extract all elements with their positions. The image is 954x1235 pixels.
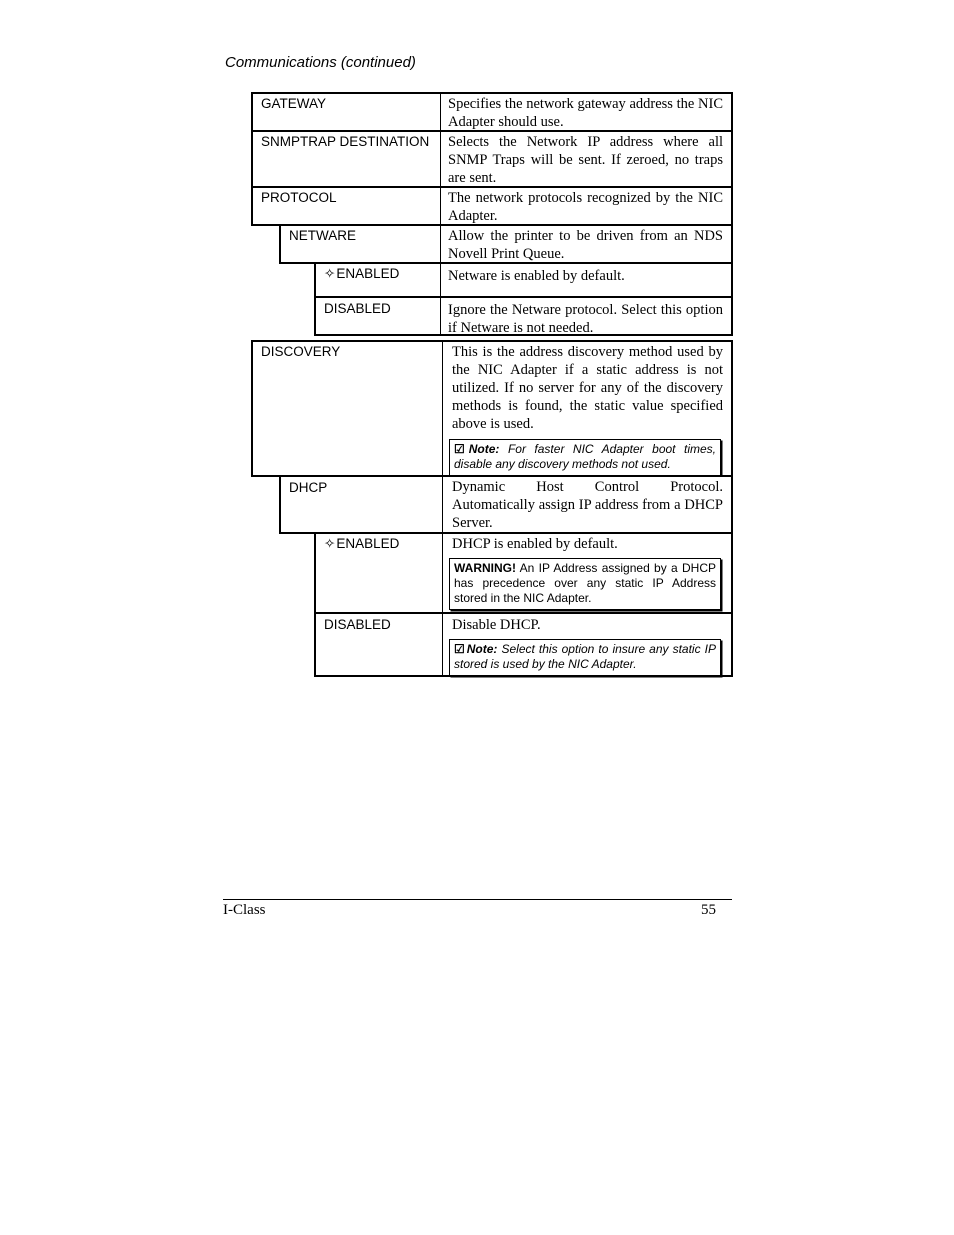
row-label-text: ENABLED [336,266,400,281]
note-text: Select this option to insure any static IP stored is used by the NIC Adapter. [454,642,716,671]
row-description: DHCP is enabled by default. [452,536,618,552]
row-label: SNMPTRAP DESTINATION [253,132,441,186]
row-label: DISABLED [316,298,441,334]
row-description: Specifies the network gateway address the NIC Adapter should use. [448,96,723,130]
checkbox-icon: ☑ [454,442,465,456]
note-label: Note: [466,642,498,656]
warning-box [449,558,721,610]
row-description: Selects the Network IP address where all SNMP Traps will be sent. If zeroed, no traps are sent. [448,134,723,186]
row-description: Ignore the Netware protocol. Select this option if Netware is not needed. [448,302,723,336]
default-star-icon: ✧ [324,536,336,551]
warning-label: WARNING! [454,561,516,575]
row-description: Dynamic Host Control Protocol. Automatically assign IP address from a DHCP Server. [452,479,723,531]
page-number: 55 [701,902,716,918]
note-box [449,439,721,476]
row-label: NETWARE [281,226,441,262]
row-label: DISCOVERY [253,342,443,475]
row-description: This is the address discovery method used by the NIC Adapter if a static address is not utilized. If no server for any of the discovery methods is found, the static value specified above is used. [452,344,723,432]
table-row-netware-enabled [314,262,733,298]
row-label: PROTOCOL [253,188,441,224]
footer-product-name: I-Class [223,902,266,918]
row-label: DISABLED [316,614,443,675]
row-label [316,534,443,612]
row-label-text: ENABLED [336,536,400,551]
row-description: The network protocols recognized by the NIC Adapter. [448,190,723,224]
table-row-protocol [251,186,733,226]
checkbox-icon: ☑ [454,642,465,656]
row-label: DHCP [281,477,443,532]
table-row-netware [279,224,733,264]
row-description-cell [443,534,731,612]
table-row-dhcp [279,475,733,534]
note-text: For faster NIC Adapter boot times, disable any discovery methods not used. [454,442,716,471]
row-description: Disable DHCP. [452,617,541,633]
table-row-snmptrap-destination [251,130,733,188]
note-label: Note: [468,442,500,456]
table-row-netware-disabled [314,296,733,336]
table-row-dhcp-enabled [314,532,733,614]
table-row-discovery [251,340,733,477]
default-star-icon: ✧ [324,266,336,281]
row-label [316,264,441,296]
row-description: Allow the printer to be driven from an NDS Novell Print Queue. [448,228,723,262]
row-description-cell [443,342,731,475]
table-row-dhcp-disabled [314,612,733,677]
page-header: Communications (continued) [225,54,416,71]
table-row-gateway [251,92,733,132]
warning-text: An IP Address assigned by a DHCP has precedence over any static IP Address stored in the NIC Adapter. [454,561,716,605]
row-label: GATEWAY [253,94,441,130]
row-description-cell [443,614,731,675]
footer-rule [223,899,732,900]
note-box [449,639,721,676]
row-description: Netware is enabled by default. [448,268,625,284]
